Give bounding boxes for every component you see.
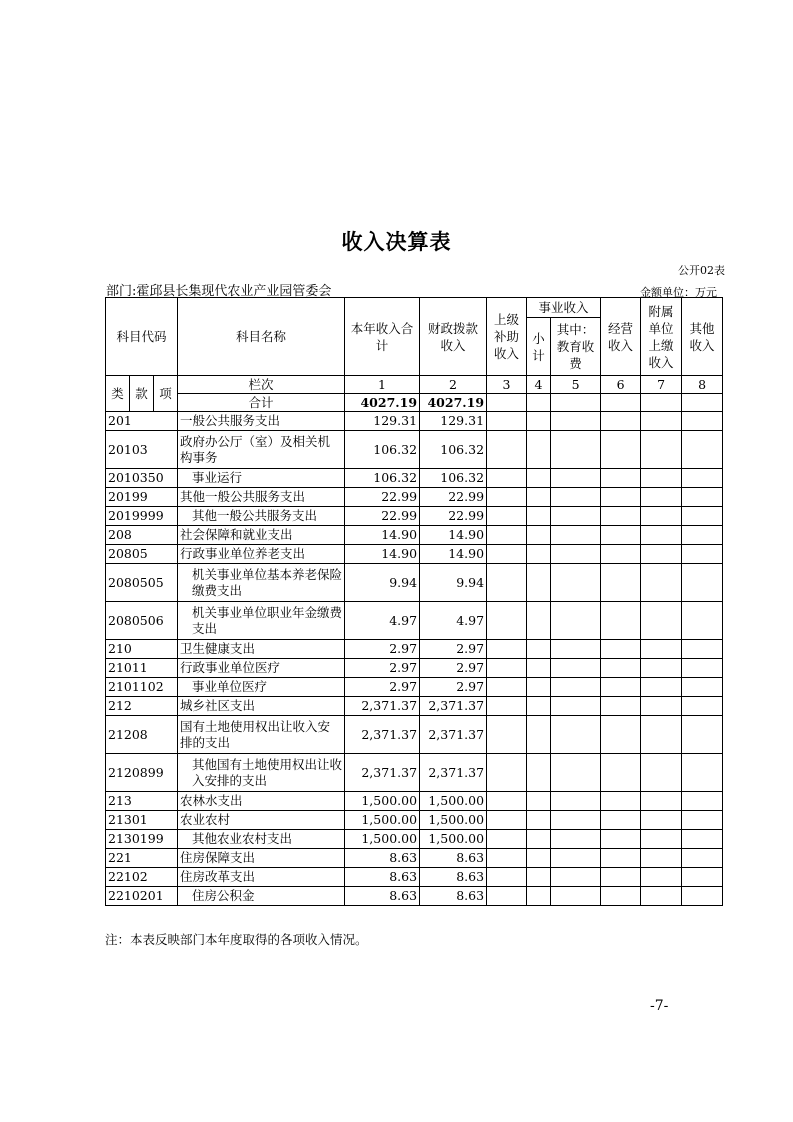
empty-cell — [601, 564, 641, 602]
row-code: 213 — [106, 792, 178, 811]
empty-cell — [682, 488, 723, 507]
empty-cell — [682, 849, 723, 868]
row-name: 农林水支出 — [178, 792, 345, 811]
row-col1: 9.94 — [345, 564, 420, 602]
table-row — [106, 792, 723, 811]
empty-cell — [641, 849, 682, 868]
table-row — [106, 640, 723, 659]
empty-cell — [682, 792, 723, 811]
row-col2: 9.94 — [420, 564, 487, 602]
empty-cell — [487, 431, 527, 469]
empty-cell — [641, 868, 682, 887]
row-col2: 2.97 — [420, 678, 487, 697]
empty-cell — [682, 507, 723, 526]
empty-cell — [487, 659, 527, 678]
row-code: 201 — [106, 412, 178, 431]
empty-cell — [641, 659, 682, 678]
col-number: 5 — [551, 376, 601, 394]
empty-cell — [487, 469, 527, 488]
empty-cell — [551, 526, 601, 545]
empty-cell — [601, 431, 641, 469]
row-name: 一般公共服务支出 — [178, 412, 345, 431]
table-row — [106, 431, 723, 469]
empty-cell — [487, 678, 527, 697]
table-row — [106, 678, 723, 697]
row-col2: 22.99 — [420, 507, 487, 526]
empty-cell — [601, 849, 641, 868]
empty-cell — [551, 887, 601, 906]
row-name: 事业运行 — [178, 469, 345, 488]
table-row — [106, 507, 723, 526]
row-name: 其他一般公共服务支出 — [178, 488, 345, 507]
empty-cell — [527, 564, 551, 602]
total-col2: 4027.19 — [420, 394, 487, 412]
row-col2: 4.97 — [420, 602, 487, 640]
row-col2: 14.90 — [420, 545, 487, 564]
empty-cell — [551, 507, 601, 526]
col-number: 3 — [487, 376, 527, 394]
row-name: 其他国有土地使用权出让收入安排的支出 — [178, 754, 345, 792]
row-code: 2080505 — [106, 564, 178, 602]
empty-cell — [682, 564, 723, 602]
empty-cell — [527, 678, 551, 697]
empty-cell — [682, 659, 723, 678]
empty-cell — [682, 602, 723, 640]
row-col2: 106.32 — [420, 431, 487, 469]
row-col1: 129.31 — [345, 412, 420, 431]
empty-cell — [641, 412, 682, 431]
row-col1: 2.97 — [345, 640, 420, 659]
row-name: 卫生健康支出 — [178, 640, 345, 659]
header-name: 科目名称 — [178, 298, 345, 376]
empty-cell — [487, 887, 527, 906]
empty-cell — [601, 868, 641, 887]
row-code: 2210201 — [106, 887, 178, 906]
empty-cell — [527, 659, 551, 678]
table-row — [106, 488, 723, 507]
row-name: 国有土地使用权出让收入安排的支出 — [178, 716, 345, 754]
form-number: 公开02表 — [678, 264, 725, 277]
empty-cell — [527, 526, 551, 545]
row-code: 20805 — [106, 545, 178, 564]
header-business-group: 事业收入 — [527, 298, 601, 318]
empty-cell — [487, 640, 527, 659]
empty-cell — [527, 716, 551, 754]
empty-cell — [487, 811, 527, 830]
row-col2: 8.63 — [420, 849, 487, 868]
empty-cell — [682, 469, 723, 488]
table-row — [106, 716, 723, 754]
table-row — [106, 811, 723, 830]
empty-cell — [601, 640, 641, 659]
empty-cell — [527, 830, 551, 849]
empty-cell — [601, 830, 641, 849]
empty-cell — [641, 431, 682, 469]
row-col2: 129.31 — [420, 412, 487, 431]
row-name: 机关事业单位职业年金缴费支出 — [178, 602, 345, 640]
empty-cell — [551, 602, 601, 640]
row-code: 20199 — [106, 488, 178, 507]
empty-cell — [527, 868, 551, 887]
empty-cell — [487, 697, 527, 716]
empty-cell — [551, 868, 601, 887]
empty-cell — [641, 887, 682, 906]
header-fiscal: 财政拨款收入 — [420, 298, 487, 376]
empty-cell — [487, 792, 527, 811]
row-col1: 1,500.00 — [345, 811, 420, 830]
col-number: 7 — [641, 376, 682, 394]
col-number: 4 — [527, 376, 551, 394]
header-total-income: 本年收入合计 — [345, 298, 420, 376]
empty-cell — [601, 697, 641, 716]
row-code: 221 — [106, 849, 178, 868]
col-number: 2 — [420, 376, 487, 394]
row-col1: 4.97 — [345, 602, 420, 640]
income-table — [105, 297, 723, 906]
empty-cell — [601, 602, 641, 640]
header-affiliated: 附属单位上缴收入 — [641, 298, 682, 376]
empty-cell — [641, 602, 682, 640]
empty-cell — [551, 811, 601, 830]
empty-cell — [682, 640, 723, 659]
header-other: 其他收入 — [682, 298, 723, 376]
row-code: 212 — [106, 697, 178, 716]
row-col1: 2.97 — [345, 678, 420, 697]
row-col2: 2.97 — [420, 659, 487, 678]
empty-cell — [682, 412, 723, 431]
empty-cell — [682, 526, 723, 545]
row-col1: 14.90 — [345, 526, 420, 545]
empty-cell — [641, 640, 682, 659]
row-col2: 1,500.00 — [420, 830, 487, 849]
row-col1: 106.32 — [345, 469, 420, 488]
col-number: 1 — [345, 376, 420, 394]
row-col2: 8.63 — [420, 868, 487, 887]
empty-cell — [487, 412, 527, 431]
row-name: 城乡社区支出 — [178, 697, 345, 716]
empty-cell — [601, 469, 641, 488]
empty-cell — [682, 811, 723, 830]
empty-cell — [527, 792, 551, 811]
row-name: 机关事业单位基本养老保险缴费支出 — [178, 564, 345, 602]
table-row — [106, 887, 723, 906]
page-number: -7- — [650, 998, 669, 1014]
row-code: 21208 — [106, 716, 178, 754]
empty-cell — [641, 545, 682, 564]
row-col1: 22.99 — [345, 507, 420, 526]
empty-cell — [601, 526, 641, 545]
row-code: 22102 — [106, 868, 178, 887]
row-col1: 8.63 — [345, 849, 420, 868]
empty-cell — [682, 678, 723, 697]
row-col2: 2,371.37 — [420, 697, 487, 716]
empty-cell — [551, 754, 601, 792]
empty-cell — [601, 678, 641, 697]
empty-cell — [487, 488, 527, 507]
header-xiang: 项 — [154, 376, 178, 412]
empty-cell — [601, 754, 641, 792]
empty-cell — [682, 716, 723, 754]
row-name: 其他一般公共服务支出 — [178, 507, 345, 526]
empty-cell — [551, 564, 601, 602]
empty-cell — [682, 545, 723, 564]
table-row — [106, 754, 723, 792]
row-code: 20103 — [106, 431, 178, 469]
row-col1: 2.97 — [345, 659, 420, 678]
empty-cell — [601, 659, 641, 678]
table-row — [106, 659, 723, 678]
empty-cell — [551, 792, 601, 811]
row-col1: 2,371.37 — [345, 697, 420, 716]
col-number: 6 — [601, 376, 641, 394]
empty-cell — [601, 792, 641, 811]
empty-cell — [601, 716, 641, 754]
table-row — [106, 412, 723, 431]
row-col1: 1,500.00 — [345, 792, 420, 811]
empty-cell — [682, 754, 723, 792]
footnote: 注：本表反映部门本年度取得的各项收入情况。 — [105, 932, 368, 947]
table-row — [106, 868, 723, 887]
empty-cell — [487, 526, 527, 545]
header-lei: 类 — [106, 376, 130, 412]
row-col2: 1,500.00 — [420, 811, 487, 830]
empty-cell — [551, 412, 601, 431]
empty-cell — [641, 469, 682, 488]
empty-cell — [487, 830, 527, 849]
row-col1: 106.32 — [345, 431, 420, 469]
table-row — [106, 526, 723, 545]
table-row — [106, 564, 723, 602]
row-name: 政府办公厅（室）及相关机构事务 — [178, 431, 345, 469]
empty-cell — [641, 697, 682, 716]
table-row — [106, 545, 723, 564]
table-row — [106, 697, 723, 716]
empty-cell — [527, 602, 551, 640]
empty-cell — [682, 431, 723, 469]
empty-cell — [641, 526, 682, 545]
row-code: 2010350 — [106, 469, 178, 488]
unit-label: 金额单位：万元 — [640, 286, 717, 299]
empty-cell — [527, 431, 551, 469]
row-col2: 22.99 — [420, 488, 487, 507]
empty-cell — [682, 697, 723, 716]
row-col2: 1,500.00 — [420, 792, 487, 811]
empty-cell — [487, 545, 527, 564]
empty-cell — [527, 640, 551, 659]
empty-cell — [601, 545, 641, 564]
row-name: 住房改革支出 — [178, 868, 345, 887]
empty-cell — [527, 697, 551, 716]
row-code: 208 — [106, 526, 178, 545]
empty-cell — [601, 811, 641, 830]
header-subtotal: 小计 — [527, 318, 551, 376]
row-col1: 1,500.00 — [345, 830, 420, 849]
row-col1: 22.99 — [345, 488, 420, 507]
row-col2: 8.63 — [420, 887, 487, 906]
row-name: 事业单位医疗 — [178, 678, 345, 697]
header-lanci: 栏次 — [178, 376, 345, 394]
empty-cell — [551, 716, 601, 754]
empty-cell — [601, 887, 641, 906]
row-name: 住房保障支出 — [178, 849, 345, 868]
department-label: 部门:霍邱县长集现代农业产业园管委会 — [106, 284, 332, 299]
empty-cell — [551, 659, 601, 678]
empty-cell — [487, 564, 527, 602]
row-col1: 2,371.37 — [345, 716, 420, 754]
empty-cell — [641, 830, 682, 849]
total-row — [106, 394, 723, 412]
header-code: 科目代码 — [106, 298, 178, 376]
empty-cell — [682, 887, 723, 906]
total-label: 合计 — [178, 394, 345, 412]
row-code: 2130199 — [106, 830, 178, 849]
empty-cell — [527, 545, 551, 564]
row-col2: 2,371.37 — [420, 716, 487, 754]
empty-cell — [641, 754, 682, 792]
empty-cell — [601, 412, 641, 431]
empty-cell — [641, 507, 682, 526]
lanci-row — [106, 376, 723, 394]
row-code: 2101102 — [106, 678, 178, 697]
row-name: 住房公积金 — [178, 887, 345, 906]
empty-cell — [487, 849, 527, 868]
row-code: 2019999 — [106, 507, 178, 526]
empty-cell — [527, 488, 551, 507]
row-col2: 2.97 — [420, 640, 487, 659]
empty-cell — [641, 564, 682, 602]
empty-cell — [641, 716, 682, 754]
empty-cell — [527, 849, 551, 868]
empty-cell — [682, 830, 723, 849]
row-code: 21011 — [106, 659, 178, 678]
table-row — [106, 469, 723, 488]
row-name: 农业农村 — [178, 811, 345, 830]
row-code: 21301 — [106, 811, 178, 830]
row-col2: 106.32 — [420, 469, 487, 488]
empty-cell — [641, 678, 682, 697]
empty-cell — [551, 678, 601, 697]
row-col2: 14.90 — [420, 526, 487, 545]
header-operating: 经营收入 — [601, 298, 641, 376]
row-code: 2120899 — [106, 754, 178, 792]
empty-cell — [527, 469, 551, 488]
row-col1: 8.63 — [345, 868, 420, 887]
empty-cell — [487, 602, 527, 640]
empty-cell — [487, 716, 527, 754]
empty-cell — [551, 545, 601, 564]
empty-cell — [551, 697, 601, 716]
table-row — [106, 830, 723, 849]
empty-cell — [641, 792, 682, 811]
empty-cell — [487, 507, 527, 526]
row-name: 行政事业单位医疗 — [178, 659, 345, 678]
row-name: 其他农业农村支出 — [178, 830, 345, 849]
empty-cell — [527, 811, 551, 830]
row-name: 社会保障和就业支出 — [178, 526, 345, 545]
row-col1: 8.63 — [345, 887, 420, 906]
table-row — [106, 849, 723, 868]
row-name: 行政事业单位养老支出 — [178, 545, 345, 564]
empty-cell — [601, 507, 641, 526]
empty-cell — [527, 507, 551, 526]
empty-cell — [527, 412, 551, 431]
empty-cell — [641, 811, 682, 830]
row-col1: 14.90 — [345, 545, 420, 564]
page-title: 收入决算表 — [341, 230, 452, 254]
empty-cell — [551, 431, 601, 469]
empty-cell — [682, 868, 723, 887]
row-col2: 2,371.37 — [420, 754, 487, 792]
total-col1: 4027.19 — [345, 394, 420, 412]
header-kuan: 款 — [130, 376, 154, 412]
row-col1: 2,371.37 — [345, 754, 420, 792]
empty-cell — [487, 754, 527, 792]
row-code: 2080506 — [106, 602, 178, 640]
empty-cell — [551, 640, 601, 659]
table-row — [106, 602, 723, 640]
col-number: 8 — [682, 376, 723, 394]
empty-cell — [551, 830, 601, 849]
empty-cell — [527, 887, 551, 906]
header-superior: 上级补助收入 — [487, 298, 527, 376]
empty-cell — [527, 754, 551, 792]
empty-cell — [487, 868, 527, 887]
empty-cell — [601, 488, 641, 507]
empty-cell — [551, 849, 601, 868]
empty-cell — [551, 469, 601, 488]
empty-cell — [641, 488, 682, 507]
header-education: 其中：教育收费 — [551, 318, 601, 376]
header-row-1 — [106, 298, 723, 318]
empty-cell — [551, 488, 601, 507]
row-code: 210 — [106, 640, 178, 659]
